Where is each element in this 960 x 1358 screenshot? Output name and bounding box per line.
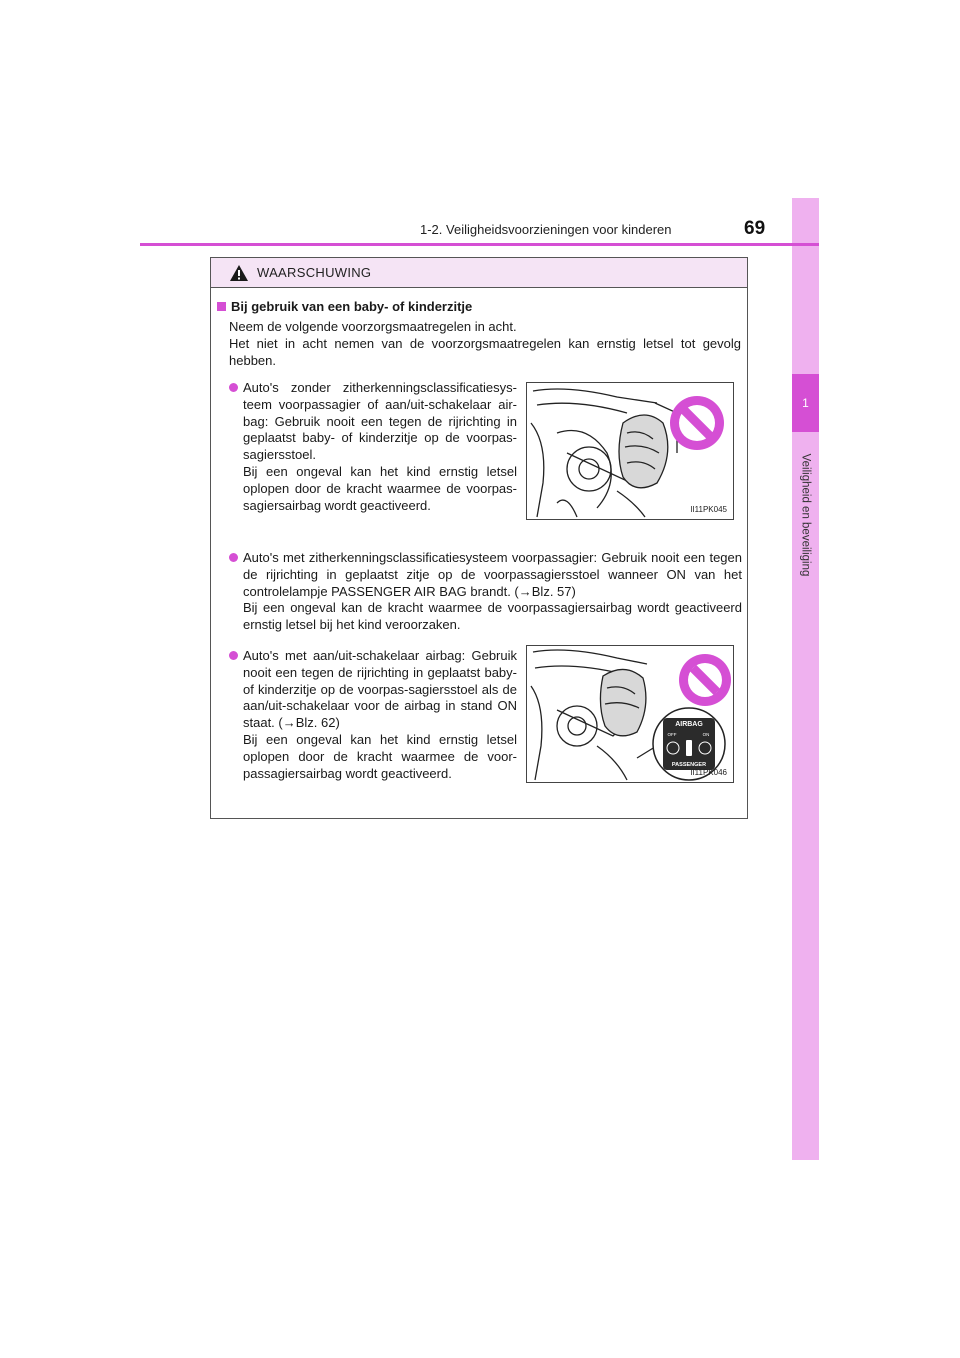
- header-rule: [140, 243, 819, 246]
- warning-subheading: [217, 299, 472, 314]
- switch-label-passenger: PASSENGER: [671, 762, 707, 768]
- warning-item: [229, 550, 742, 634]
- airbag-switch-illustration: [527, 646, 733, 782]
- chapter-title: Veiligheid en beveiliging: [799, 453, 812, 577]
- warning-intro: Neem de volgende voorzorgsmaatregelen in acht. Het niet in acht nemen van de voorzorgsmaatregelen kan ernstig letsel tot gevolg hebben.: [229, 319, 741, 368]
- chapter-number-tab: [792, 374, 819, 432]
- warning-item-note: Bij een ongeval kan de kracht waarmee de voorpassagiersairbag wordt geactiveerd ernstig letsel bij het kind veroorzaken.: [243, 600, 742, 633]
- warning-box: [210, 257, 748, 819]
- figure-code: II11PK045: [690, 505, 727, 514]
- warning-subheading-text: Bij gebruik van een baby- of kinderzitje: [231, 299, 473, 314]
- round-bullet-icon: [229, 553, 238, 562]
- chapter-side-tab: [792, 198, 819, 1160]
- warning-label: WAARSCHUWING: [257, 265, 372, 280]
- warning-item-text: Auto's zonder zitherkenningsclassificatiesys-teem voorpassagier of aan/uit-schakelaar air-bag: Gebruik nooit een tegen de rijrichting in geplaatst baby- of kinderzitje op de voorpas-sagiersstoel.: [243, 380, 517, 463]
- rear-facing-seat-illustration: [527, 383, 733, 519]
- section-title: 1-2. Veiligheidsvoorzieningen voor kinderen: [420, 222, 672, 237]
- round-bullet-icon: [229, 383, 238, 392]
- warning-item: [229, 380, 517, 514]
- figure-code: II11PK046: [690, 768, 727, 777]
- warning-item-note: Bij een ongeval kan het kind ernstig letsel oplopen door de kracht waarmee de voor-passagiersairbag wordt geactiveerd.: [243, 731, 517, 781]
- square-bullet-icon: [217, 302, 226, 311]
- warning-triangle-icon: [229, 264, 249, 282]
- switch-label-off: OFF: [667, 732, 677, 737]
- warning-item: [229, 648, 517, 782]
- figure-rear-facing-seat: [526, 382, 734, 520]
- warning-header: [211, 258, 747, 288]
- warning-item-text: Auto's met aan/uit-schakelaar airbag: Gebruik nooit een tegen de rijrichting in geplaatst baby- of kinderzitje op de voorpas-sagiersstoel als de aan/uit-schakelaar voor de airbag in stand ON staat. (→Blz. 62): [243, 648, 517, 731]
- figure-airbag-switch: [526, 645, 734, 783]
- page-number: 69: [744, 218, 766, 239]
- switch-label-airbag: AIRBAG: [675, 721, 703, 728]
- warning-item-note: Bij een ongeval kan het kind ernstig letsel oplopen door de kracht waarmee de voorpas-sagiersairbag wordt geactiveerd.: [243, 463, 517, 513]
- warning-item-text: Auto's met zitherkenningsclassificatiesysteem voorpassagier: Gebruik nooit een tegen de rijrichting in geplaatst zitje op de voorpassagiersstoel wanneer ON van het controlelampje PASSENGER AIR BAG brandt. (→Blz. 57): [243, 550, 742, 599]
- chapter-number: 1: [802, 396, 809, 410]
- chapter-title-container: [792, 440, 819, 590]
- switch-label-on: ON: [702, 732, 710, 737]
- round-bullet-icon: [229, 651, 238, 660]
